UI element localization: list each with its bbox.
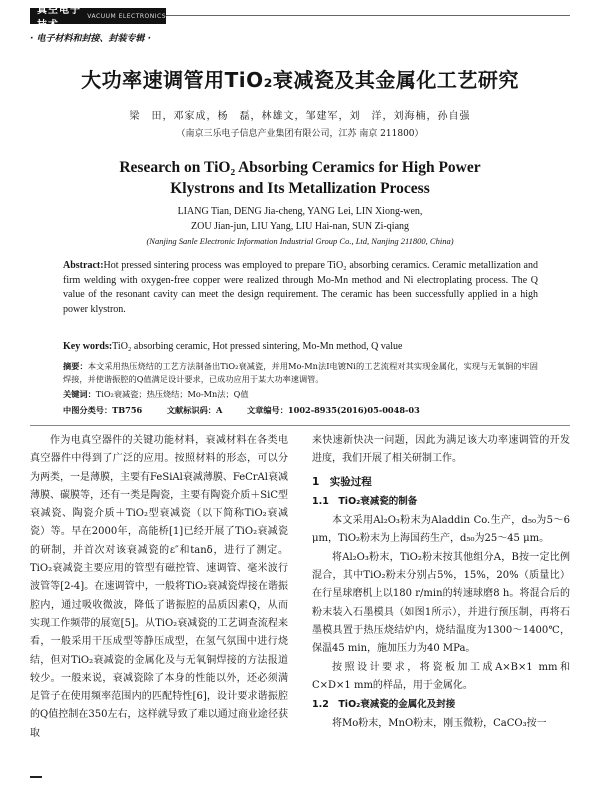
subsection-heading-1-2: 1.2 TiO₂衰减瓷的金属化及封接 (312, 699, 456, 711)
keywords-zh-text: TiO₂衰减瓷；热压烧结；Mo-Mn法；Q值 (95, 389, 249, 399)
title-en-line2: Klystrons and Its Metallization Process (170, 180, 430, 197)
abstract-divider (30, 425, 570, 426)
left-column (30, 432, 288, 743)
journal-header-bar (30, 5, 166, 31)
subsection-heading-1-1: 1.1 TiO₂衰减瓷的制备 (312, 495, 418, 507)
article-number: 文章编号：1002-8935(2016)05-0048-03 (246, 405, 420, 415)
document-code: 文献标识码：A (166, 405, 223, 415)
journal-name: 真空电子技术 (37, 5, 81, 31)
sample-paragraph: 按照设计要求，将瓷板加工成A×B×1 mm和C×D×1 mm的样品，用于金属化。 (312, 661, 570, 691)
abstract-en-text: Hot pressed sintering process was employed to prepare TiO₂ absorbing ceramics. Ceramic metallization and firm welding with oxygen-free copper were realized through Mo-Mn method and Ni electroplating process. The Q value of the resonant cavity can meet the design requirement. The ceramic has been successfully applied in a high power klystron. (63, 260, 538, 315)
keywords-zh-label: 关键词： (63, 389, 96, 399)
keywords-zh (63, 389, 538, 400)
intro-continuation: 来快速新快决一问题，因此为满足该大功率速调管的开发进度，我们开展了相关研制工作。 (312, 435, 570, 465)
affiliation-zh: （南京三乐电子信息产业集团有限公司，江苏 南京 211800） (176, 129, 424, 139)
intro-paragraph: 作为电真空器件的关键功能材料，衰减材料在各类电真空器件中得到了广泛的应用。按照材料的形态，可以分为两类，一是薄膜，主要有FeSiAl衰减薄膜、FeCrAl衰减薄膜、碳膜等，还有一类是陶瓷，主要有陶瓷介质＋SiC型衰减瓷、陶瓷介质＋TiO₂型衰减瓷（以下简称TiO₂衰减瓷）等。早在2000年，高能桥[1]已经开展了TiO₂衰减瓷的研制，并首次对该衰减瓷的ε″和tanδ，进行了测定。TiO₂衰减瓷主要应用的管型有磁控管、速调管、毫米波行波管等[2-4]。在速调管中，一般将TiO₂衰减瓷焊接在谐振腔内，通过吸收微波，降低了谐振腔的品质因素Q，从而实现工作频带的展宽[5]。从TiO₂衰减瓷的工艺调查流程来看，一般采用干压成型等静压成型，在氢气氛围中进行烧结，但对TiO₂衰减瓷的金属化及与无氧铜焊接的方法报道较少。一般来说，衰减瓷除了本身的性能以外，还必须满足管子在使用频率范围内的匹配特性[6]，设计要求谐振腔的Q值控制在350左右，这样就导致了难以通过商业途径获取 (30, 435, 288, 739)
authors-en-line2: ZOU Jian-jun, LIU Yang, LIU Hai-nan, SUN Zi-qiang (190, 221, 410, 232)
procedure-paragraph: 将Al₂O₃粉末，TiO₂粉末按其他组分A，B按一定比例混合，其中TiO₂粉末分别占5%，15%，20%（质量比）在行星球磨机上以180 r/min的转速球磨8 h。将混合后的粉末装入石墨模具（如图1所示），并进行预压制，再将石墨模具置于热压烧结炉内，烧结温度为1300～1400℃，保温45 min，施加压力为40 MPa。 (312, 551, 570, 655)
authors-en-line1: LIANG Tian, DENG Jia-cheng, YANG Lei, LIN Xiong-wen, (177, 206, 423, 217)
keywords-en-label: Key words: (63, 341, 113, 352)
abstract-zh-label: 摘要： (63, 361, 88, 371)
journal-name-en: VACUUM ELECTRONICS (87, 12, 166, 20)
column-label: · 电子材料和封接、封装专辑 · (30, 34, 152, 44)
keywords-en-text: TiO₂ absorbing ceramic, Hot pressed sintering, Mo-Mn method, Q value (112, 341, 403, 352)
footer-mark (30, 776, 42, 778)
title-zh: 大功率速调管用TiO₂衰减瓷及其金属化工艺研究 (81, 68, 519, 92)
abstract-zh (63, 360, 538, 386)
abstract-en (63, 259, 538, 317)
authors-en (0, 204, 600, 234)
classification-row (63, 405, 442, 416)
header-rule (166, 15, 570, 16)
right-column (312, 432, 570, 734)
section-heading-1: 1 实验过程 (312, 475, 372, 488)
authors-zh: 梁 田，邓家成，杨 磊，林雄文，邹建军，刘 洋，刘海楠，孙自强 (129, 111, 471, 122)
abstract-en-label: Abstract: (63, 260, 104, 271)
keywords-en (63, 340, 538, 354)
affiliation-en: (Nanjing Sanle Electronic Information Industrial Group Co., Ltd, Nanjing 211800, China) (146, 236, 454, 246)
metallization-paragraph: 将Mo粉末，MnO粉末，刚玉微粉，CaCO₃按一 (332, 718, 547, 730)
title-en-line1: Research on TiO₂ Absorbing Ceramics for High Power (119, 159, 481, 176)
title-en (0, 157, 600, 199)
materials-paragraph: 本文采用Al₂O₃粉末为Aladdin Co.生产，d₅₀为5～6 μm，TiO₂粉末为上海国药生产，d₅₀为25～45 μm。 (312, 515, 570, 545)
clc-number: 中图分类号：TB756 (63, 405, 143, 415)
abstract-zh-text: 本文采用热压烧结的工艺方法制备出TiO₂衰减瓷，并用Mo-Mn法Ⅰ电镀Ni的工艺流程对其实现金属化，实现与无氧铜的牢固焊接，并使谐振腔的Q值满足设计要求，已成功应用于某大功率速调管。 (63, 361, 538, 384)
